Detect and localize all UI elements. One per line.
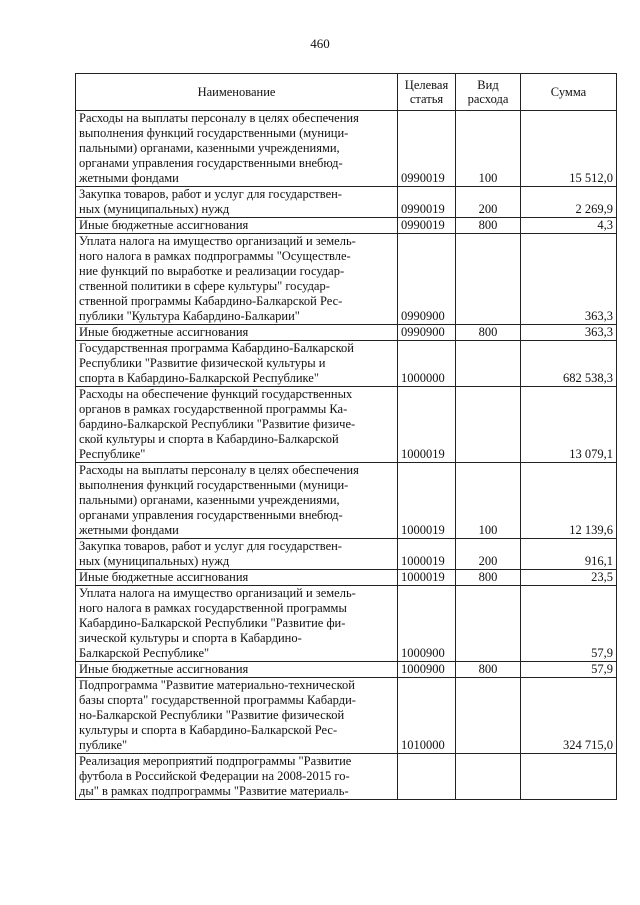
row-target-article: 0990900 <box>398 325 456 341</box>
row-name: Иные бюджетные ассигнования <box>76 218 398 234</box>
page-number: 460 <box>310 36 330 51</box>
row-name: Государственная программа Кабардино-Балкарской Республики "Развитие физической культуры и спорта в Кабардино-Балкарской Республике" <box>76 341 398 387</box>
budget-table <box>75 73 617 800</box>
row-target-article: 1000900 <box>398 662 456 678</box>
row-target-article: 0990019 <box>398 187 456 218</box>
table-row <box>76 234 617 325</box>
row-expense-type <box>456 586 521 662</box>
row-target-article: 1000900 <box>398 586 456 662</box>
row-target-article: 1000000 <box>398 341 456 387</box>
row-target-article: 0990019 <box>398 111 456 187</box>
row-expense-type <box>456 754 521 800</box>
table-row <box>76 539 617 570</box>
row-expense-type: 100 <box>456 463 521 539</box>
row-sum: 23,5 <box>521 570 617 586</box>
row-sum: 12 139,6 <box>521 463 617 539</box>
header-target-article: Целевая статья <box>398 74 456 111</box>
table-row <box>76 187 617 218</box>
row-name: Иные бюджетные ассигнования <box>76 325 398 341</box>
row-target-article: 0990900 <box>398 234 456 325</box>
row-sum: 15 512,0 <box>521 111 617 187</box>
table-row <box>76 754 617 800</box>
row-expense-type: 800 <box>456 570 521 586</box>
row-target-article: 0990019 <box>398 218 456 234</box>
row-sum: 57,9 <box>521 662 617 678</box>
row-expense-type <box>456 341 521 387</box>
table-row <box>76 662 617 678</box>
row-expense-type: 800 <box>456 218 521 234</box>
row-sum: 13 079,1 <box>521 387 617 463</box>
row-name: Уплата налога на имущество организаций и земель- ного налога в рамках подпрограммы "Осуществле- ние функций по выработке и реализации государ- ственной политики в сфере культуры" государ- ственной программы Кабардино-Балкарской Рес- публики "Культура Кабардино-Балкарии" <box>76 234 398 325</box>
table-row <box>76 570 617 586</box>
table-row <box>76 387 617 463</box>
row-sum: 2 269,9 <box>521 187 617 218</box>
row-target-article: 1010000 <box>398 678 456 754</box>
table-row <box>76 463 617 539</box>
row-name: Расходы на выплаты персоналу в целях обеспечения выполнения функций государственными (муници- пальными) органами, казенными учреждениями, органами управления государственными внебюд- жетными фондами <box>76 111 398 187</box>
row-name: Закупка товаров, работ и услуг для государствен- ных (муниципальных) нужд <box>76 539 398 570</box>
row-sum: 4,3 <box>521 218 617 234</box>
row-expense-type <box>456 678 521 754</box>
row-name: Иные бюджетные ассигнования <box>76 662 398 678</box>
row-sum: 363,3 <box>521 325 617 341</box>
table-row <box>76 325 617 341</box>
row-target-article: 1000019 <box>398 387 456 463</box>
table-row <box>76 111 617 187</box>
row-name: Расходы на выплаты персоналу в целях обеспечения выполнения функций государственными (муници- пальными) органами, казенными учреждениями, органами управления государственными внебюд- жетными фондами <box>76 463 398 539</box>
row-sum <box>521 754 617 800</box>
row-expense-type <box>456 234 521 325</box>
header-expense-type: Вид расхода <box>456 74 521 111</box>
row-name: Расходы на обеспечение функций государственных органов в рамках государственной программы Ка- бардино-Балкарской Республики "Развитие физиче- ской культуры и спорта в Кабардино-Балкарской Республике" <box>76 387 398 463</box>
row-name: Уплата налога на имущество организаций и земель- ного налога в рамках государственной программы Кабардино-Балкарской Республики "Развитие фи- зической культуры и спорта в Кабардино- Балкарской Республике" <box>76 586 398 662</box>
table-header-row <box>76 74 617 111</box>
row-expense-type: 100 <box>456 111 521 187</box>
table-row <box>76 218 617 234</box>
row-expense-type: 200 <box>456 539 521 570</box>
row-name: Иные бюджетные ассигнования <box>76 570 398 586</box>
row-target-article: 1000019 <box>398 570 456 586</box>
row-name: Закупка товаров, работ и услуг для государствен- ных (муниципальных) нужд <box>76 187 398 218</box>
row-target-article <box>398 754 456 800</box>
header-sum: Сумма <box>521 74 617 111</box>
row-expense-type: 200 <box>456 187 521 218</box>
row-name: Реализация мероприятий подпрограммы "Развитие футбола в Российской Федерации на 2008-2015 го- ды" в рамках подпрограммы "Развитие материаль- <box>76 754 398 800</box>
row-name: Подпрограмма "Развитие материально-технической базы спорта" государственной программы Кабарди- но-Балкарской Республики "Развитие физической культуры и спорта в Кабардино-Балкарской Рес- публике" <box>76 678 398 754</box>
row-target-article: 1000019 <box>398 539 456 570</box>
row-target-article: 1000019 <box>398 463 456 539</box>
row-sum: 363,3 <box>521 234 617 325</box>
header-name: Наименование <box>76 74 398 111</box>
row-expense-type: 800 <box>456 325 521 341</box>
row-expense-type: 800 <box>456 662 521 678</box>
table-row <box>76 678 617 754</box>
row-expense-type <box>456 387 521 463</box>
row-sum: 916,1 <box>521 539 617 570</box>
table-row <box>76 586 617 662</box>
row-sum: 57,9 <box>521 586 617 662</box>
row-sum: 682 538,3 <box>521 341 617 387</box>
row-sum: 324 715,0 <box>521 678 617 754</box>
table-row <box>76 341 617 387</box>
